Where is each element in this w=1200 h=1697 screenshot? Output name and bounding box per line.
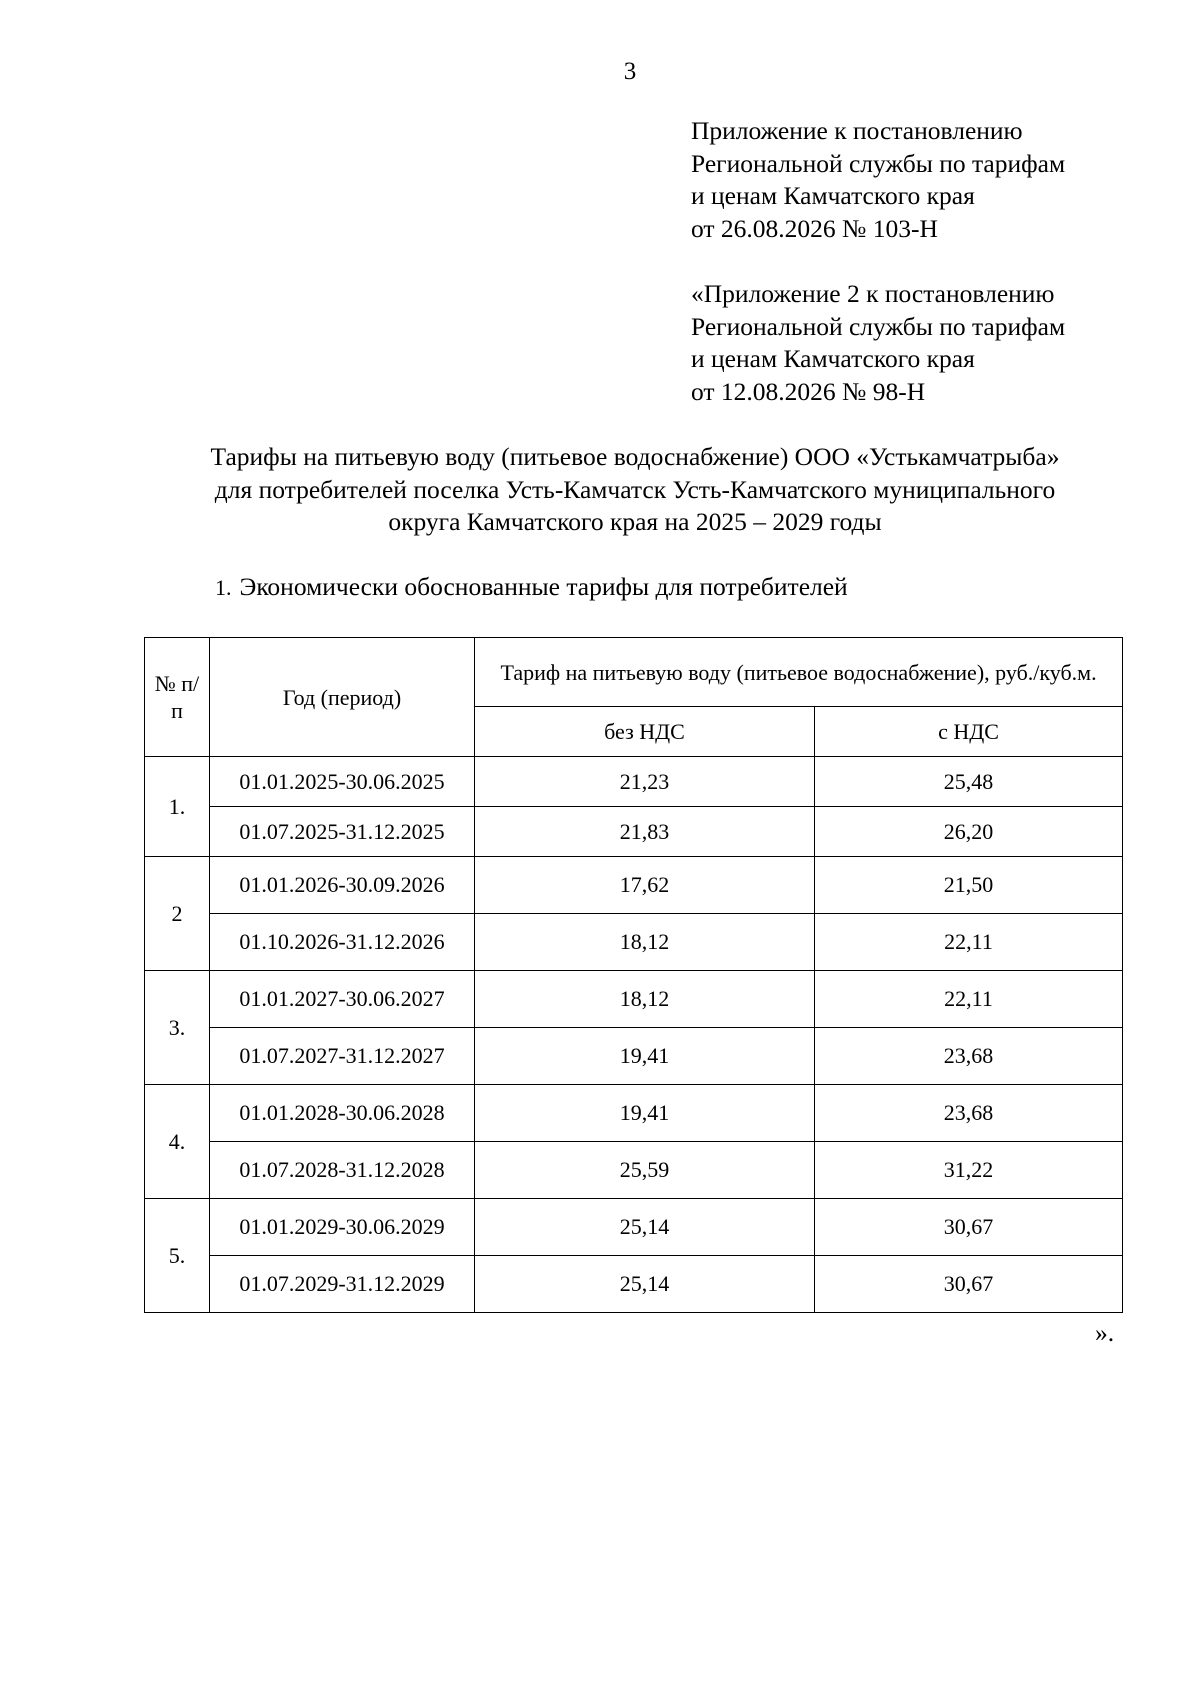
row-index: 1. (145, 757, 210, 857)
period-cell: 01.01.2025-30.06.2025 (210, 757, 475, 807)
period-cell: 01.07.2028-31.12.2028 (210, 1142, 475, 1199)
closing-quote-mark: ». (1095, 1318, 1115, 1347)
period-cell: 01.10.2026-31.12.2026 (210, 914, 475, 971)
row-index: 4. (145, 1085, 210, 1199)
without-vat-cell: 19,41 (475, 1028, 815, 1085)
period-cell: 01.01.2026-30.09.2026 (210, 857, 475, 914)
without-vat-cell: 18,12 (475, 971, 815, 1028)
row-index: 3. (145, 971, 210, 1085)
appendix-previous-line: «Приложение 2 к постановлению (691, 279, 1055, 308)
row-index: 2 (145, 857, 210, 971)
with-vat-cell: 22,11 (815, 914, 1123, 971)
table-row (145, 757, 1123, 807)
without-vat-cell: 25,59 (475, 1142, 815, 1199)
with-vat-cell: 30,67 (815, 1199, 1123, 1256)
document-title-line: Тарифы на питьевую воду (питьевое водоснабжение) ООО «Устькамчатрыба» (210, 442, 1060, 471)
header-period: Год (период) (210, 638, 475, 757)
appendix-current-line: и ценам Камчатского края (691, 181, 975, 210)
table-row (145, 971, 1123, 1028)
with-vat-cell: 30,67 (815, 1256, 1123, 1313)
appendix-previous-line: от 12.08.2026 № 98-Н (691, 376, 926, 406)
without-vat-cell: 25,14 (475, 1256, 815, 1313)
period-cell: 01.01.2029-30.06.2029 (210, 1199, 475, 1256)
document-title (100, 441, 1170, 539)
with-vat-cell: 23,68 (815, 1028, 1123, 1085)
header-without-vat: без НДС (475, 707, 815, 757)
table-row (145, 1142, 1123, 1199)
table-row (145, 1199, 1123, 1256)
page-number: 3 (623, 58, 637, 85)
header-with-vat: с НДС (815, 707, 1123, 757)
without-vat-cell: 21,83 (475, 807, 815, 857)
section-heading (215, 572, 848, 602)
without-vat-cell: 17,62 (475, 857, 815, 914)
with-vat-cell: 31,22 (815, 1142, 1123, 1199)
table-row (145, 1256, 1123, 1313)
row-index: 5. (145, 1199, 210, 1313)
table-row (145, 1028, 1123, 1085)
appendix-previous-block (691, 278, 1065, 408)
table-row (145, 807, 1123, 857)
with-vat-cell: 22,11 (815, 971, 1123, 1028)
without-vat-cell: 25,14 (475, 1199, 815, 1256)
section-number: 1. (215, 575, 232, 600)
with-vat-cell: 21,50 (815, 857, 1123, 914)
period-cell: 01.01.2027-30.06.2027 (210, 971, 475, 1028)
table-row (145, 857, 1123, 914)
without-vat-cell: 21,23 (475, 757, 815, 807)
table-row (145, 914, 1123, 971)
period-cell: 01.01.2028-30.06.2028 (210, 1085, 475, 1142)
period-cell: 01.07.2025-31.12.2025 (210, 807, 475, 857)
document-title-line: для потребителей поселка Усть-Камчатск Усть-Камчатского муниципального (214, 474, 1056, 504)
appendix-current-line: Приложение к постановлению (691, 116, 1023, 145)
section-text: Экономически обоснованные тарифы для потребителей (239, 572, 848, 601)
appendix-current-line: от 26.08.2026 № 103-Н (691, 213, 938, 243)
document-title-line: округа Камчатского края на 2025 – 2029 годы (388, 507, 882, 536)
with-vat-cell: 26,20 (815, 807, 1123, 857)
without-vat-cell: 19,41 (475, 1085, 815, 1142)
header-index: № п/п (145, 638, 210, 757)
appendix-previous-line: и ценам Камчатского края (691, 344, 975, 373)
without-vat-cell: 18,12 (475, 914, 815, 971)
period-cell: 01.07.2027-31.12.2027 (210, 1028, 475, 1085)
appendix-previous-line: Региональной службы по тарифам (691, 311, 1066, 341)
with-vat-cell: 25,48 (815, 757, 1123, 807)
period-cell: 01.07.2029-31.12.2029 (210, 1256, 475, 1313)
table-row (145, 1085, 1123, 1142)
header-tariff: Тариф на питьевую воду (питьевое водоснабжение), руб./куб.м. (475, 638, 1123, 707)
appendix-current-line: Региональной службы по тарифам (691, 148, 1066, 178)
appendix-current-block (691, 115, 1065, 245)
tariff-table (144, 637, 1123, 1313)
with-vat-cell: 23,68 (815, 1085, 1123, 1142)
